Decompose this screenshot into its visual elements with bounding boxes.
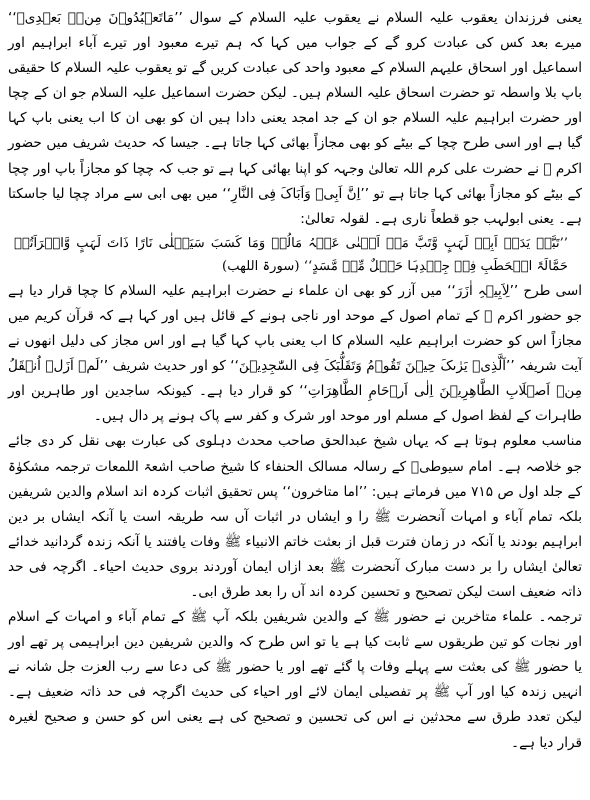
paragraph-translation: ترجمہ۔ علماء متاخرین نے حضور ﷺ کے والدین شریفین بلکہ آپ ﷺ کے تمام آباء و امہات کے اسلام اور نجات کو تین طریقوں سے ثابت کیا ہے یا تو اس طرح کہ والدین شریفین دین ابراہیمی پر تھے اور یا حضور ﷺ کی بعثت سے پہلے وفات پا گئے تھے اور یا حضور ﷺ کی دعا سے رب العزت جل شانہ نے انہیں زندہ کیا اور آپ ﷺ پر تفصیلی ایمان لائے اور احیاء کی حدیث اگرچہ فی حد ذاتہ ضعیف ہے۔ لیکن تعدد طرق سے محدثین نے اس کی تحسین و تصحیح کی ہے یعنی اس کو حسن و صحیح لغیرہ قرار دیا ہے۔ bbox=[8, 609, 582, 751]
paragraph-yaqub-answer: یعنی فرزندان یعقوب علیہ السلام نے یعقوب علیہ السلام کے سوال ’’مَاتَعۡبُدُوۡنَ مِنۡۢ بَعۡدِیۡ‘‘ میرے بعد کس کی عبادت کرو گے کے جواب میں کہا کہ ہم تیرے معبود اور تیرے آباء ابراہیم اور اسماعیل اور اسحاق علیہم السلام کے معبود واحد کی عبادت کریں گے تو یعقوب علیہ السلام کا حقیقی باپ بلا واسطہ تو حضرت اسحاق علیہ السلام ہیں۔ لیکن حضرت اسماعیل علیہ السلام جو ان کے چچا اور حضرت ابراہیم علیہ السلام جو ان کے جد امجد یعنی دادا ہیں ان کو بھی ان کا اب یعنی باپ کہا گیا ہے اور اسی طرح چچا کے بیٹے کو بھی مجازاً بھائی کہا جاتا ہے۔ جیسا کہ حدیث شریف میں حضور اکرم ﷺ نے حضرت علی کرم اللہ تعالیٰ وجہہ کو اپنا بھائی کہا ہے تو جب کہ چچا کو مجازاً باپ اور چچا کے بیٹے کو مجازاً بھائی کہا جاتا ہے تو ’’اِنَّ اَبِیۡ وَاَبَاکَ فِی النَّارِ‘‘ میں بھی ابی سے مراد چچا لیا جاسکتا ہے۔ یعنی ابولہب جو قطعاً ناری ہے۔ لقولہ تعالیٰ: bbox=[8, 10, 582, 227]
paragraph-azar-uncle: اسی طرح ’’لِاَبِیۡہِ اٰزَرَ‘‘ میں آزر کو بھی ان علماء نے حضرت ابراہیم علیہ السلام کا چچا قرار دیا ہے جو حضور اکرم ﷺ کے تمام اصول کے موحد اور ناجی ہونے کے قائل ہیں اور کہا ہے کہ قرآن کریم میں مجازاً اس کو حضرت ابراہیم علیہ السلام کا اب یعنی باپ کہا گیا ہے اور اس مجاز کی دلیل انھوں نے آیت شریفہ ’’اَلَّذِیۡ یَرٰىکَ حِیۡنَ تَقُوۡمُ وَتَقَلُّبَکَ فِی السّٰجِدِیۡنَ‘‘ کو اور حدیث شریف ’’لَمۡ اَزَلۡ اُنۡقَلُ مِنۡ اَصۡلَابِ الطَّاھِرِیۡنَ اِلٰی اَرۡحَامِ الطَّاھِرَاتِ‘‘ کو قرار دیا ہے۔ کیونکہ ساجدین اور طاہرین اور طاہرات کے لفظ اصول کے مسلم اور موحد اور شرک و کفر سے پاک ہونے پر دال ہیں۔ bbox=[8, 282, 582, 425]
document-page bbox=[8, 6, 582, 794]
paragraph-shaikh-abdul-haq: مناسب معلوم ہوتا ہے کہ یہاں شیخ عبدالحق صاحب محدث دہلوی کی عبارت بھی نقل کر دی جائے جو خلاصہ ہے۔ امام سیوطیؒ کے رسالہ مسالک الحنفاء کا شیخ صاحب اشعۃ اللمعات ترجمہ مشکوٰۃ کے جلد اول ص ۷۱۵ میں فرماتے ہیں: ’’اما متاخرون‘‘ پس تحقیق اثبات کردہ اند اسلام والدین شریفین بلکہ تمام آباء و امہات آنحضرت ﷺ را و ایشاں در اثبات آں سہ طریقہ است یا آنکہ ایشاں بر دین ابراہیم بودند یا آنکہ در زمان فترت قبل از بعثت خاتم الانبیاء ﷺ وفات یافتند یا آنکہ زندہ گردانید خدائے تعالیٰ ایشاں را بر دست مبارک آنحضرت ﷺ بعد ازاں ایمان آوردند بروی حدیث احیاء۔ اگرچہ فی حد ذاتہ ضعیف است لیکن تصحیح و تحسین کردہ اند آں را بعد طرق ابی۔ bbox=[8, 433, 582, 600]
quran-quote-surah-lahab: ’’تَبَّتۡ یَدَاۤ اَبِیۡ لَہَبٍ وَّتَبَّ مَاۤ اَغۡنٰی عَنۡہُ مَالُہٗ وَمَا کَسَبَ سَیَصۡلٰی نَارًا ذَاتَ لَہَبٍ وَّامۡرَاَتُہٗ حَمَّالَۃَ الۡحَطَبِ فِیۡ جِیۡدِہَا حَبۡلٌ مِّنۡ مَّسَدٍ‘‘ (سورۃ اللھب) bbox=[14, 235, 568, 275]
